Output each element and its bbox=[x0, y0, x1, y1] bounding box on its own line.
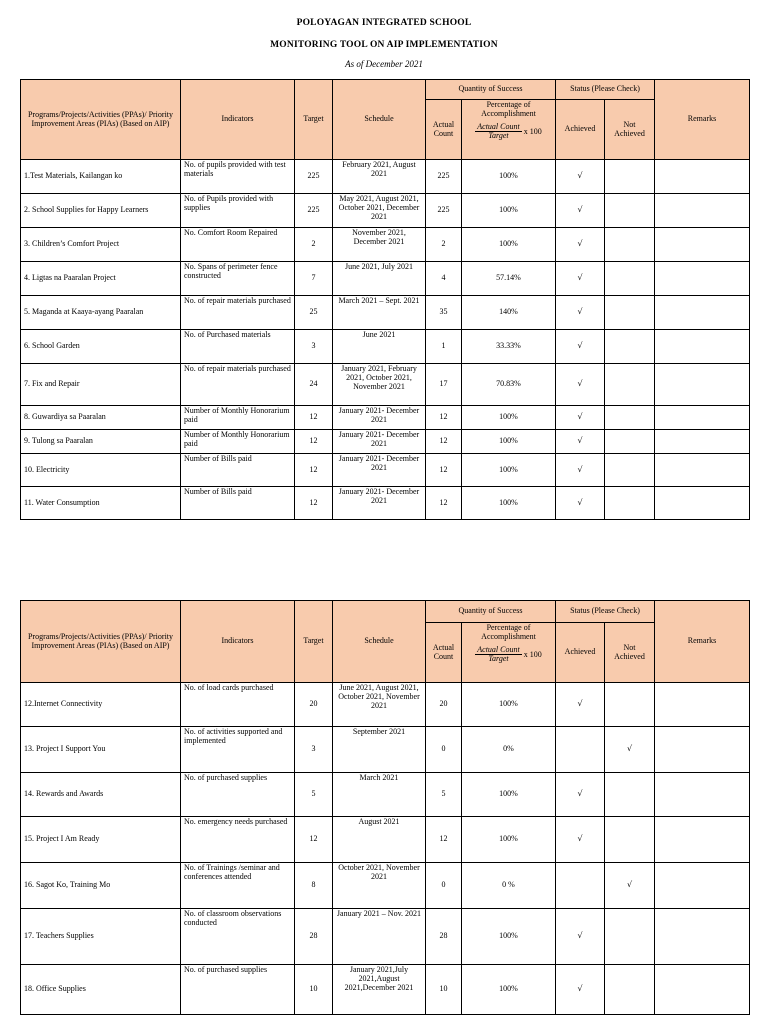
formula-numerator: Actual Count bbox=[477, 644, 520, 654]
percentage-cell: 100% bbox=[462, 194, 556, 228]
ppa-header: Programs/Projects/Activities (PPAs)/ Priority Improvement Areas (PIAs) (Based on AIP) bbox=[21, 80, 181, 160]
actual-count-cell: 20 bbox=[426, 683, 462, 727]
not-achieved-check-cell bbox=[605, 194, 655, 228]
not-achieved-check-cell bbox=[605, 228, 655, 262]
indicator-cell: No. of repair materials purchased bbox=[181, 296, 295, 330]
ppa-cell: 9. Tulong sa Paaralan bbox=[21, 430, 181, 454]
table-row bbox=[21, 406, 750, 430]
actual-count-cell: 12 bbox=[426, 406, 462, 430]
not-achieved-check-cell bbox=[605, 773, 655, 817]
remarks-cell bbox=[655, 194, 750, 228]
remarks-header: Remarks bbox=[655, 80, 750, 160]
actual-count-cell: 12 bbox=[426, 817, 462, 863]
formula-numerator: Actual Count bbox=[477, 121, 520, 131]
not-achieved-check-cell bbox=[605, 330, 655, 364]
remarks-cell bbox=[655, 817, 750, 863]
document-title: MONITORING TOOL ON AIP IMPLEMENTATION bbox=[270, 40, 498, 50]
actual-count-cell: 17 bbox=[426, 364, 462, 406]
table-row bbox=[21, 262, 750, 296]
ppa-cell: 12.Internet Connectivity bbox=[21, 683, 181, 727]
ppa-cell: 3. Children’s Comfort Project bbox=[21, 228, 181, 262]
table-row bbox=[21, 773, 750, 817]
achieved-check-cell bbox=[556, 364, 605, 406]
remarks-cell bbox=[655, 160, 750, 194]
check-mark-icon: √ bbox=[577, 699, 583, 709]
monitoring-table-2 bbox=[20, 600, 750, 1015]
not-achieved-check-cell bbox=[605, 817, 655, 863]
schedule-cell: March 2021 – Sept. 2021 bbox=[333, 296, 426, 330]
achieved-check-cell bbox=[556, 727, 605, 773]
indicator-cell: Number of Monthly Honorarium paid bbox=[181, 430, 295, 454]
actual-count-cell: 28 bbox=[426, 909, 462, 965]
not-achieved-check-cell bbox=[605, 160, 655, 194]
percentage-header bbox=[462, 100, 556, 160]
target-header: Target bbox=[295, 601, 333, 683]
actual-count-cell: 5 bbox=[426, 773, 462, 817]
table-row bbox=[21, 863, 750, 909]
percentage-cell: 100% bbox=[462, 487, 556, 520]
percentage-cell: 100% bbox=[462, 965, 556, 1015]
schedule-header: Schedule bbox=[333, 80, 426, 160]
indicator-cell: No. of Pupils provided with supplies bbox=[181, 194, 295, 228]
achieved-check-cell bbox=[556, 406, 605, 430]
percentage-cell: 0 % bbox=[462, 863, 556, 909]
indicator-cell: No. of purchased supplies bbox=[181, 773, 295, 817]
check-mark-icon: √ bbox=[577, 171, 583, 181]
remarks-cell bbox=[655, 330, 750, 364]
indicator-cell: No. of classroom observations conducted bbox=[181, 909, 295, 965]
target-cell: 225 bbox=[295, 194, 333, 228]
check-mark-icon: √ bbox=[577, 834, 583, 844]
achieved-check-cell bbox=[556, 487, 605, 520]
actual-count-cell: 12 bbox=[426, 487, 462, 520]
target-cell: 3 bbox=[295, 727, 333, 773]
percentage-cell: 70.83% bbox=[462, 364, 556, 406]
target-cell: 2 bbox=[295, 228, 333, 262]
actual-count-cell: 0 bbox=[426, 727, 462, 773]
achieved-check-cell bbox=[556, 965, 605, 1015]
target-header: Target bbox=[295, 80, 333, 160]
not-achieved-header: Not Achieved bbox=[605, 100, 655, 160]
ppa-cell: 2. School Supplies for Happy Learners bbox=[21, 194, 181, 228]
achieved-check-cell bbox=[556, 430, 605, 454]
percentage-cell: 57.14% bbox=[462, 262, 556, 296]
table-row bbox=[21, 364, 750, 406]
target-cell: 5 bbox=[295, 773, 333, 817]
actual-count-cell: 2 bbox=[426, 228, 462, 262]
remarks-cell bbox=[655, 364, 750, 406]
not-achieved-header: Not Achieved bbox=[605, 623, 655, 683]
achieved-check-cell bbox=[556, 330, 605, 364]
check-mark-icon: √ bbox=[577, 497, 583, 507]
remarks-cell bbox=[655, 406, 750, 430]
status-header: Status (Please Check) bbox=[556, 80, 655, 100]
not-achieved-check-cell bbox=[605, 406, 655, 430]
schedule-cell: January 2021- December 2021 bbox=[333, 487, 426, 520]
schedule-cell: January 2021, February 2021, October 2021, November 2021 bbox=[333, 364, 426, 406]
indicator-cell: No. of purchased supplies bbox=[181, 965, 295, 1015]
achieved-check-cell bbox=[556, 454, 605, 487]
status-header: Status (Please Check) bbox=[556, 601, 655, 623]
target-cell: 25 bbox=[295, 296, 333, 330]
schedule-cell: November 2021, December 2021 bbox=[333, 228, 426, 262]
target-cell: 12 bbox=[295, 454, 333, 487]
achieved-check-cell bbox=[556, 194, 605, 228]
percentage-cell: 100% bbox=[462, 228, 556, 262]
quantity-header: Quantity of Success bbox=[426, 601, 556, 623]
not-achieved-check-cell bbox=[605, 262, 655, 296]
indicator-cell: No. of Trainings /seminar and conferences attended bbox=[181, 863, 295, 909]
not-achieved-check-cell bbox=[605, 683, 655, 727]
ppa-cell: 8. Guwardiya sa Paaralan bbox=[21, 406, 181, 430]
check-mark-icon: √ bbox=[626, 744, 633, 754]
remarks-cell bbox=[655, 773, 750, 817]
achieved-header: Achieved bbox=[556, 623, 605, 683]
table-row bbox=[21, 965, 750, 1015]
indicator-cell: No. of pupils provided with test materials bbox=[181, 160, 295, 194]
school-name: POLOYAGAN INTEGRATED SCHOOL bbox=[296, 18, 472, 28]
indicator-cell: No. of repair materials purchased bbox=[181, 364, 295, 406]
actual-count-header: Actual Count bbox=[426, 100, 462, 160]
remarks-header: Remarks bbox=[655, 601, 750, 683]
target-cell: 225 bbox=[295, 160, 333, 194]
not-achieved-check-cell bbox=[605, 863, 655, 909]
ppa-cell: 7. Fix and Repair bbox=[21, 364, 181, 406]
achieved-check-cell bbox=[556, 262, 605, 296]
indicator-cell: No. of load cards purchased bbox=[181, 683, 295, 727]
not-achieved-check-cell bbox=[605, 296, 655, 330]
actual-count-cell: 225 bbox=[426, 194, 462, 228]
schedule-cell: August 2021 bbox=[333, 817, 426, 863]
achieved-check-cell bbox=[556, 160, 605, 194]
percentage-label: Percentage of Accomplishment bbox=[481, 623, 536, 641]
schedule-cell: January 2021- December 2021 bbox=[333, 454, 426, 487]
remarks-cell bbox=[655, 487, 750, 520]
table-row bbox=[21, 430, 750, 454]
indicator-cell: No. emergency needs purchased bbox=[181, 817, 295, 863]
check-mark-icon: √ bbox=[577, 239, 583, 249]
table-row bbox=[21, 817, 750, 863]
table-row bbox=[21, 454, 750, 487]
remarks-cell bbox=[655, 909, 750, 965]
schedule-cell: February 2021, August 2021 bbox=[333, 160, 426, 194]
ppa-cell: 4. Ligtas na Paaralan Project bbox=[21, 262, 181, 296]
achieved-check-cell bbox=[556, 296, 605, 330]
remarks-cell bbox=[655, 262, 750, 296]
ppa-cell: 14. Rewards and Awards bbox=[21, 773, 181, 817]
achieved-check-cell bbox=[556, 863, 605, 909]
check-mark-icon: √ bbox=[577, 412, 583, 422]
ppa-cell: 1.Test Materials, Kailangan ko bbox=[21, 160, 181, 194]
percentage-cell: 100% bbox=[462, 406, 556, 430]
check-mark-icon: √ bbox=[626, 880, 633, 890]
achieved-check-cell bbox=[556, 683, 605, 727]
schedule-cell: October 2021, November 2021 bbox=[333, 863, 426, 909]
check-mark-icon: √ bbox=[577, 307, 583, 317]
achieved-check-cell bbox=[556, 228, 605, 262]
check-mark-icon: √ bbox=[577, 984, 583, 994]
indicators-header: Indicators bbox=[181, 80, 295, 160]
percentage-cell: 100% bbox=[462, 454, 556, 487]
formula-denominator: Target bbox=[488, 131, 509, 141]
not-achieved-check-cell bbox=[605, 364, 655, 406]
percentage-cell: 140% bbox=[462, 296, 556, 330]
indicator-cell: Number of Monthly Honorarium paid bbox=[181, 406, 295, 430]
remarks-cell bbox=[655, 296, 750, 330]
actual-count-cell: 0 bbox=[426, 863, 462, 909]
table-row bbox=[21, 909, 750, 965]
check-mark-icon: √ bbox=[577, 931, 583, 941]
ppa-cell: 16. Sagot Ko, Training Mo bbox=[21, 863, 181, 909]
percentage-cell: 100% bbox=[462, 683, 556, 727]
target-cell: 10 bbox=[295, 965, 333, 1015]
not-achieved-check-cell bbox=[605, 454, 655, 487]
achieved-check-cell bbox=[556, 909, 605, 965]
indicators-header: Indicators bbox=[181, 601, 295, 683]
actual-count-cell: 35 bbox=[426, 296, 462, 330]
table-row bbox=[21, 228, 750, 262]
schedule-cell: January 2021,July 2021,August 2021,December 2021 bbox=[333, 965, 426, 1015]
not-achieved-check-cell bbox=[605, 487, 655, 520]
ppa-cell: 18. Office Supplies bbox=[21, 965, 181, 1015]
schedule-cell: June 2021 bbox=[333, 330, 426, 364]
ppa-cell: 17. Teachers Supplies bbox=[21, 909, 181, 965]
percentage-formula bbox=[465, 123, 552, 142]
table-row bbox=[21, 194, 750, 228]
formula-multiplier: x 100 bbox=[523, 649, 542, 659]
remarks-cell bbox=[655, 454, 750, 487]
remarks-cell bbox=[655, 683, 750, 727]
indicator-cell: No. of activities supported and implemented bbox=[181, 727, 295, 773]
target-cell: 24 bbox=[295, 364, 333, 406]
ppa-cell: 6. School Garden bbox=[21, 330, 181, 364]
achieved-check-cell bbox=[556, 773, 605, 817]
not-achieved-check-cell bbox=[605, 430, 655, 454]
table-row bbox=[21, 160, 750, 194]
percentage-cell: 100% bbox=[462, 430, 556, 454]
check-mark-icon: √ bbox=[577, 789, 583, 799]
percentage-cell: 0% bbox=[462, 727, 556, 773]
schedule-cell: September 2021 bbox=[333, 727, 426, 773]
actual-count-cell: 4 bbox=[426, 262, 462, 296]
ppa-cell: 11. Water Consumption bbox=[21, 487, 181, 520]
achieved-header: Achieved bbox=[556, 100, 605, 160]
percentage-cell: 33.33% bbox=[462, 330, 556, 364]
schedule-cell: March 2021 bbox=[333, 773, 426, 817]
achieved-check-cell bbox=[556, 817, 605, 863]
schedule-cell: January 2021 – Nov. 2021 bbox=[333, 909, 426, 965]
not-achieved-check-cell bbox=[605, 727, 655, 773]
remarks-cell bbox=[655, 430, 750, 454]
formula-multiplier: x 100 bbox=[523, 126, 542, 136]
schedule-cell: June 2021, August 2021, October 2021, November 2021 bbox=[333, 683, 426, 727]
actual-count-header: Actual Count bbox=[426, 623, 462, 683]
target-cell: 8 bbox=[295, 863, 333, 909]
percentage-cell: 100% bbox=[462, 773, 556, 817]
check-mark-icon: √ bbox=[577, 205, 583, 215]
quantity-header: Quantity of Success bbox=[426, 80, 556, 100]
not-achieved-check-cell bbox=[605, 909, 655, 965]
percentage-cell: 100% bbox=[462, 160, 556, 194]
target-cell: 7 bbox=[295, 262, 333, 296]
actual-count-cell: 12 bbox=[426, 454, 462, 487]
formula-denominator: Target bbox=[488, 654, 509, 664]
check-mark-icon: √ bbox=[577, 341, 583, 351]
ppa-cell: 10. Electricity bbox=[21, 454, 181, 487]
schedule-cell: May 2021, August 2021, October 2021, December 2021 bbox=[333, 194, 426, 228]
target-cell: 12 bbox=[295, 430, 333, 454]
table-row bbox=[21, 727, 750, 773]
table-row bbox=[21, 683, 750, 727]
target-cell: 20 bbox=[295, 683, 333, 727]
indicator-cell: Number of Bills paid bbox=[181, 487, 295, 520]
percentage-header bbox=[462, 623, 556, 683]
schedule-cell: January 2021- December 2021 bbox=[333, 406, 426, 430]
table-row bbox=[21, 296, 750, 330]
target-cell: 12 bbox=[295, 406, 333, 430]
actual-count-cell: 12 bbox=[426, 430, 462, 454]
not-achieved-check-cell bbox=[605, 965, 655, 1015]
remarks-cell bbox=[655, 863, 750, 909]
as-of-date: As of December 2021 bbox=[345, 59, 423, 69]
percentage-formula bbox=[465, 646, 552, 665]
check-mark-icon: √ bbox=[577, 273, 583, 283]
schedule-header: Schedule bbox=[333, 601, 426, 683]
target-cell: 12 bbox=[295, 817, 333, 863]
check-mark-icon: √ bbox=[577, 436, 583, 446]
percentage-cell: 100% bbox=[462, 909, 556, 965]
monitoring-table-1 bbox=[20, 79, 750, 520]
ppa-header: Programs/Projects/Activities (PPAs)/ Priority Improvement Areas (PIAs) (Based on AIP) bbox=[21, 601, 181, 683]
indicator-cell: Number of Bills paid bbox=[181, 454, 295, 487]
percentage-cell: 100% bbox=[462, 817, 556, 863]
table-row bbox=[21, 487, 750, 520]
ppa-cell: 13. Project I Support You bbox=[21, 727, 181, 773]
indicator-cell: No. Spans of perimeter fence constructed bbox=[181, 262, 295, 296]
table-row bbox=[21, 330, 750, 364]
actual-count-cell: 225 bbox=[426, 160, 462, 194]
target-cell: 28 bbox=[295, 909, 333, 965]
remarks-cell bbox=[655, 965, 750, 1015]
actual-count-cell: 1 bbox=[426, 330, 462, 364]
target-cell: 3 bbox=[295, 330, 333, 364]
check-mark-icon: √ bbox=[577, 464, 583, 474]
schedule-cell: January 2021- December 2021 bbox=[333, 430, 426, 454]
indicator-cell: No. Comfort Room Repaired bbox=[181, 228, 295, 262]
remarks-cell bbox=[655, 727, 750, 773]
schedule-cell: June 2021, July 2021 bbox=[333, 262, 426, 296]
actual-count-cell: 10 bbox=[426, 965, 462, 1015]
percentage-label: Percentage of Accomplishment bbox=[481, 100, 536, 118]
indicator-cell: No. of Purchased materials bbox=[181, 330, 295, 364]
target-cell: 12 bbox=[295, 487, 333, 520]
ppa-cell: 15. Project I Am Ready bbox=[21, 817, 181, 863]
ppa-cell: 5. Maganda at Kaaya-ayang Paaralan bbox=[21, 296, 181, 330]
remarks-cell bbox=[655, 228, 750, 262]
check-mark-icon: √ bbox=[577, 379, 583, 389]
